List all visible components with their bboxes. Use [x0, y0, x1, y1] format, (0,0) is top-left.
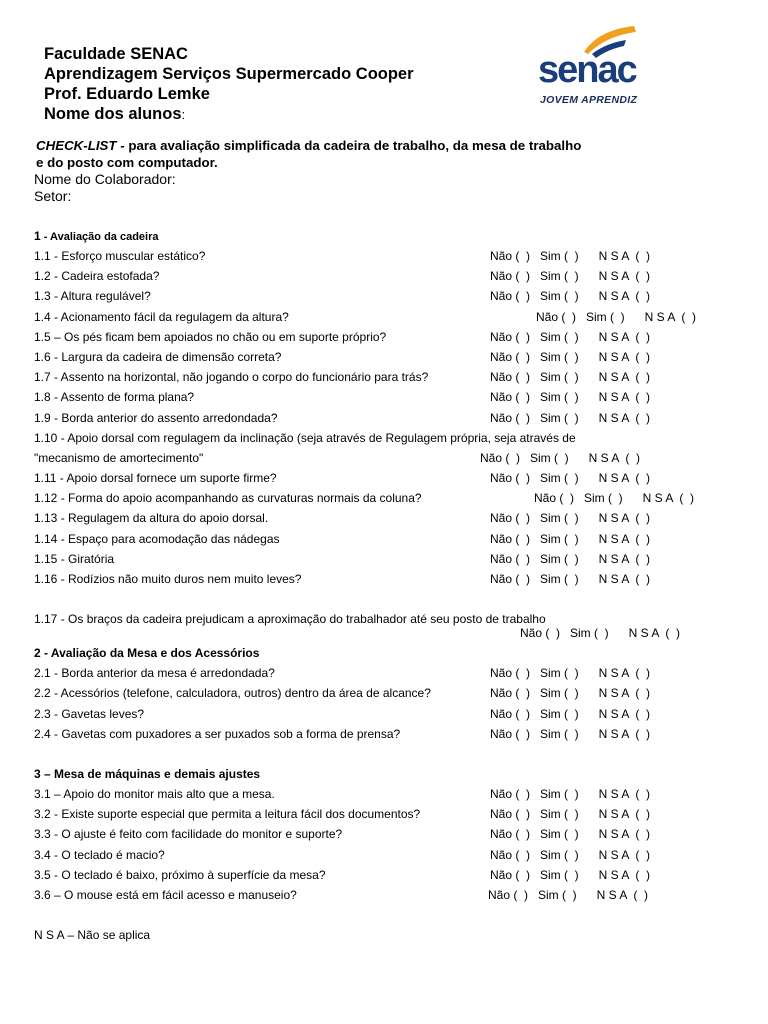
options-1-12[interactable]: Não ( ) Sim ( ) N S A ( ) [534, 491, 695, 505]
options-1-6[interactable]: Não ( ) Sim ( ) N S A ( ) [490, 350, 651, 364]
question-3-1: 3.1 – Apoio do monitor mais alto que a mesa. [34, 787, 275, 801]
question-1-17: 1.17 - Os braços da cadeira prejudicam a aproximação do trabalhador até seu posto de trabalho [34, 612, 546, 626]
header-institution: Faculdade SENAC [44, 45, 188, 63]
question-1-12: 1.12 - Forma do apoio acompanhando as curvaturas normais da coluna? [34, 491, 422, 505]
question-1-10-cont: "mecanismo de amortecimento" [34, 451, 204, 465]
section-3-title: 3 – Mesa de máquinas e demais ajustes [34, 767, 261, 781]
checklist-title-rest: para avaliação simplificada da cadeira de trabalho, da mesa de trabalho [124, 138, 582, 153]
question-3-6: 3.6 – O mouse está em fácil acesso e manuseio? [34, 888, 297, 902]
question-3-5: 3.5 - O teclado é baixo, próximo à superfície da mesa? [34, 868, 326, 882]
section-1-title [34, 229, 159, 245]
options-1-7[interactable]: Não ( ) Sim ( ) N S A ( ) [490, 370, 651, 384]
question-1-2: 1.2 - Cadeira estofada? [34, 269, 160, 283]
question-1-10: 1.10 - Apoio dorsal com regulagem da inclinação (seja através de Regulagem própria, seja através de [34, 431, 576, 445]
question-1-15: 1.15 - Giratória [34, 552, 115, 566]
options-1-9[interactable]: Não ( ) Sim ( ) N S A ( ) [490, 411, 651, 425]
students-label: Nome dos alunos [44, 105, 182, 123]
question-3-2: 3.2 - Existe suporte especial que permita a leitura fácil dos documentos? [34, 807, 421, 821]
question-1-1: 1.1 - Esforço muscular estático? [34, 249, 206, 263]
options-1-13[interactable]: Não ( ) Sim ( ) N S A ( ) [490, 511, 651, 525]
options-3-2[interactable]: Não ( ) Sim ( ) N S A ( ) [490, 807, 651, 821]
question-2-3: 2.3 - Gavetas leves? [34, 707, 145, 721]
question-1-11: 1.11 - Apoio dorsal fornece um suporte firme? [34, 471, 277, 485]
logo-subtitle: JOVEM APRENDIZ [540, 94, 638, 106]
options-2-1[interactable]: Não ( ) Sim ( ) N S A ( ) [490, 666, 651, 680]
options-1-2[interactable]: Não ( ) Sim ( ) N S A ( ) [490, 269, 651, 283]
options-1-11[interactable]: Não ( ) Sim ( ) N S A ( ) [490, 471, 651, 485]
nsa-legend: N S A – Não se aplica [34, 928, 151, 942]
header-professor: Prof. Eduardo Lemke [44, 85, 210, 103]
options-2-2[interactable]: Não ( ) Sim ( ) N S A ( ) [490, 686, 651, 700]
question-1-3: 1.3 - Altura regulável? [34, 289, 151, 303]
header-course: Aprendizagem Serviços Supermercado Cooper [44, 65, 414, 83]
field-colaborador: Nome do Colaborador: [34, 171, 176, 187]
question-1-7: 1.7 - Assento na horizontal, não jogando o corpo do funcionário para trás? [34, 370, 429, 384]
options-1-16[interactable]: Não ( ) Sim ( ) N S A ( ) [490, 572, 651, 586]
options-2-3[interactable]: Não ( ) Sim ( ) N S A ( ) [490, 707, 651, 721]
senac-logo [536, 24, 656, 104]
checklist-title-lead: CHECK-LIST - [36, 138, 125, 153]
options-2-4[interactable]: Não ( ) Sim ( ) N S A ( ) [490, 727, 651, 741]
header-students [44, 104, 185, 125]
checklist-title-line2: e do posto com computador. [36, 155, 218, 170]
options-1-14[interactable]: Não ( ) Sim ( ) N S A ( ) [490, 532, 651, 546]
options-1-8[interactable]: Não ( ) Sim ( ) N S A ( ) [490, 390, 651, 404]
question-2-1: 2.1 - Borda anterior da mesa é arredondada? [34, 666, 275, 680]
question-1-14: 1.14 - Espaço para acomodação das nádegas [34, 532, 280, 546]
question-1-16: 1.16 - Rodízios não muito duros nem muito leves? [34, 572, 302, 586]
options-1-1[interactable]: Não ( ) Sim ( ) N S A ( ) [490, 249, 651, 263]
section-1-number: 1 [34, 229, 41, 243]
options-1-15[interactable]: Não ( ) Sim ( ) N S A ( ) [490, 552, 651, 566]
options-1-17[interactable]: Não ( ) Sim ( ) N S A ( ) [520, 626, 681, 640]
question-1-4: 1.4 - Acionamento fácil da regulagem da altura? [34, 310, 289, 324]
options-1-10[interactable]: Não ( ) Sim ( ) N S A ( ) [480, 451, 641, 465]
options-3-3[interactable]: Não ( ) Sim ( ) N S A ( ) [490, 827, 651, 841]
question-2-4: 2.4 - Gavetas com puxadores a ser puxados sob a forma de prensa? [34, 727, 401, 741]
section-2-title: 2 - Avaliação da Mesa e dos Acessórios [34, 646, 260, 660]
options-3-1[interactable]: Não ( ) Sim ( ) N S A ( ) [490, 787, 651, 801]
options-1-3[interactable]: Não ( ) Sim ( ) N S A ( ) [490, 289, 651, 303]
question-1-8: 1.8 - Assento de forma plana? [34, 390, 195, 404]
question-3-4: 3.4 - O teclado é macio? [34, 848, 165, 862]
options-1-5[interactable]: Não ( ) Sim ( ) N S A ( ) [490, 330, 651, 344]
question-1-6: 1.6 - Largura da cadeira de dimensão correta? [34, 350, 282, 364]
logo-wordmark: senac [538, 49, 636, 91]
question-3-3: 3.3 - O ajuste é feito com facilidade do monitor e suporte? [34, 827, 343, 841]
checklist-title [36, 137, 581, 154]
options-3-4[interactable]: Não ( ) Sim ( ) N S A ( ) [490, 848, 651, 862]
options-3-5[interactable]: Não ( ) Sim ( ) N S A ( ) [490, 868, 651, 882]
question-2-2: 2.2 - Acessórios (telefone, calculadora, outros) dentro da área de alcance? [34, 686, 431, 700]
question-1-13: 1.13 - Regulagem da altura do apoio dorsal. [34, 511, 269, 525]
question-1-5: 1.5 – Os pés ficam bem apoiados no chão ou em suporte próprio? [34, 330, 387, 344]
field-setor: Setor: [34, 188, 72, 204]
question-1-9: 1.9 - Borda anterior do assento arredondada? [34, 411, 278, 425]
students-colon: : [181, 107, 186, 122]
section-1-label: - Avaliação da cadeira [40, 231, 159, 243]
options-3-6[interactable]: Não ( ) Sim ( ) N S A ( ) [488, 888, 649, 902]
options-1-4[interactable]: Não ( ) Sim ( ) N S A ( ) [536, 310, 697, 324]
